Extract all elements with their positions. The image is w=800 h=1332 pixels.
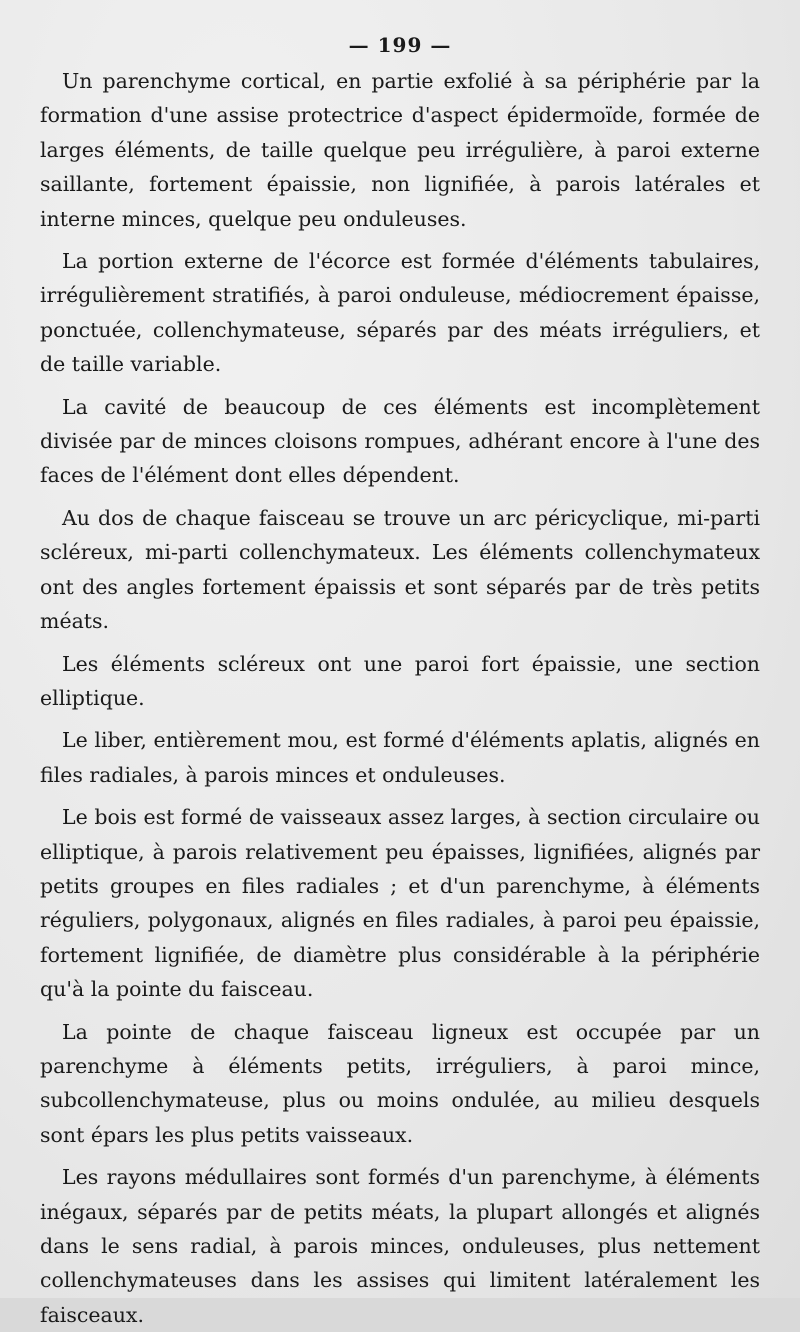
paragraph-rayons-medullaires: Les rayons médullaires sont formés d'un parenchyme, à éléments inégaux, séparés par de petits méats, la plupart allongés et alignés dans le sens radial, à parois minces, onduleuses, plus nettement collenchymateuses dans les assises qui limitent latéralement les faisceaux. xyxy=(40,1165,760,1327)
paragraph-bois: Le bois est formé de vaisseaux assez larges, à section circulaire ou elliptique, à parois relativement peu épaisses, lignifiées, alignés par petits groupes en files radiales ; et d'un parenchyme, à éléments réguliers, polygonaux, alignés en files radiales, à paroi peu épaissie, fortement lignifiée, de diamètre plus considérable à la périphérie qu'à la pointe du faisceau. xyxy=(40,805,760,1002)
paragraph-portion-externe: La portion externe de l'écorce est formée d'éléments tabulaires, irrégulièrement stratifiés, à paroi onduleuse, médiocrement épaisse, ponctuée, collenchymateuse, séparés par des méats irréguliers, et de taille variable. xyxy=(40,249,760,377)
paragraph-elements-sclereux: Les éléments scléreux ont une paroi fort épaissie, une section elliptique. xyxy=(40,651,760,710)
paragraph-cavite: La cavité de beaucoup de ces éléments est incomplètement divisée par de minces cloisons rompues, adhérant encore à l'une des faces de l'élément dont elles dépendent. xyxy=(40,394,760,488)
paragraph-pointe-faisceau: La pointe de chaque faisceau ligneux est occupée par un parenchyme à éléments petits, irréguliers, à paroi mince, subcollenchymateuse, plus ou moins ondulée, au milieu desquels sont épars les plus petits vaisseaux. xyxy=(40,1019,760,1147)
paragraph-liber: Le liber, entièrement mou, est formé d'éléments aplatis, alignés en files radiales, à parois minces et onduleuses. xyxy=(40,728,760,787)
page-number: — 199 — xyxy=(348,33,452,57)
paragraph-parenchyme-cortical: Un parenchyme cortical, en partie exfolié à sa périphérie par la formation d'une assise protectrice d'aspect épidermoïde, formée de larges éléments, de taille quelque peu irrégulière, à paroi externe saillante, fortement épaissie, non lignifiée, à parois latérales et interne minces, quelque peu onduleuses. xyxy=(40,69,760,231)
body-text xyxy=(40,64,760,1332)
paragraph-arc-pericyclique: Au dos de chaque faisceau se trouve un arc péricyclique, mi-parti scléreux, mi-parti collenchymateux. Les éléments collenchymateux ont des angles fortement épaissis et sont séparés par de très petits méats. xyxy=(40,505,760,634)
